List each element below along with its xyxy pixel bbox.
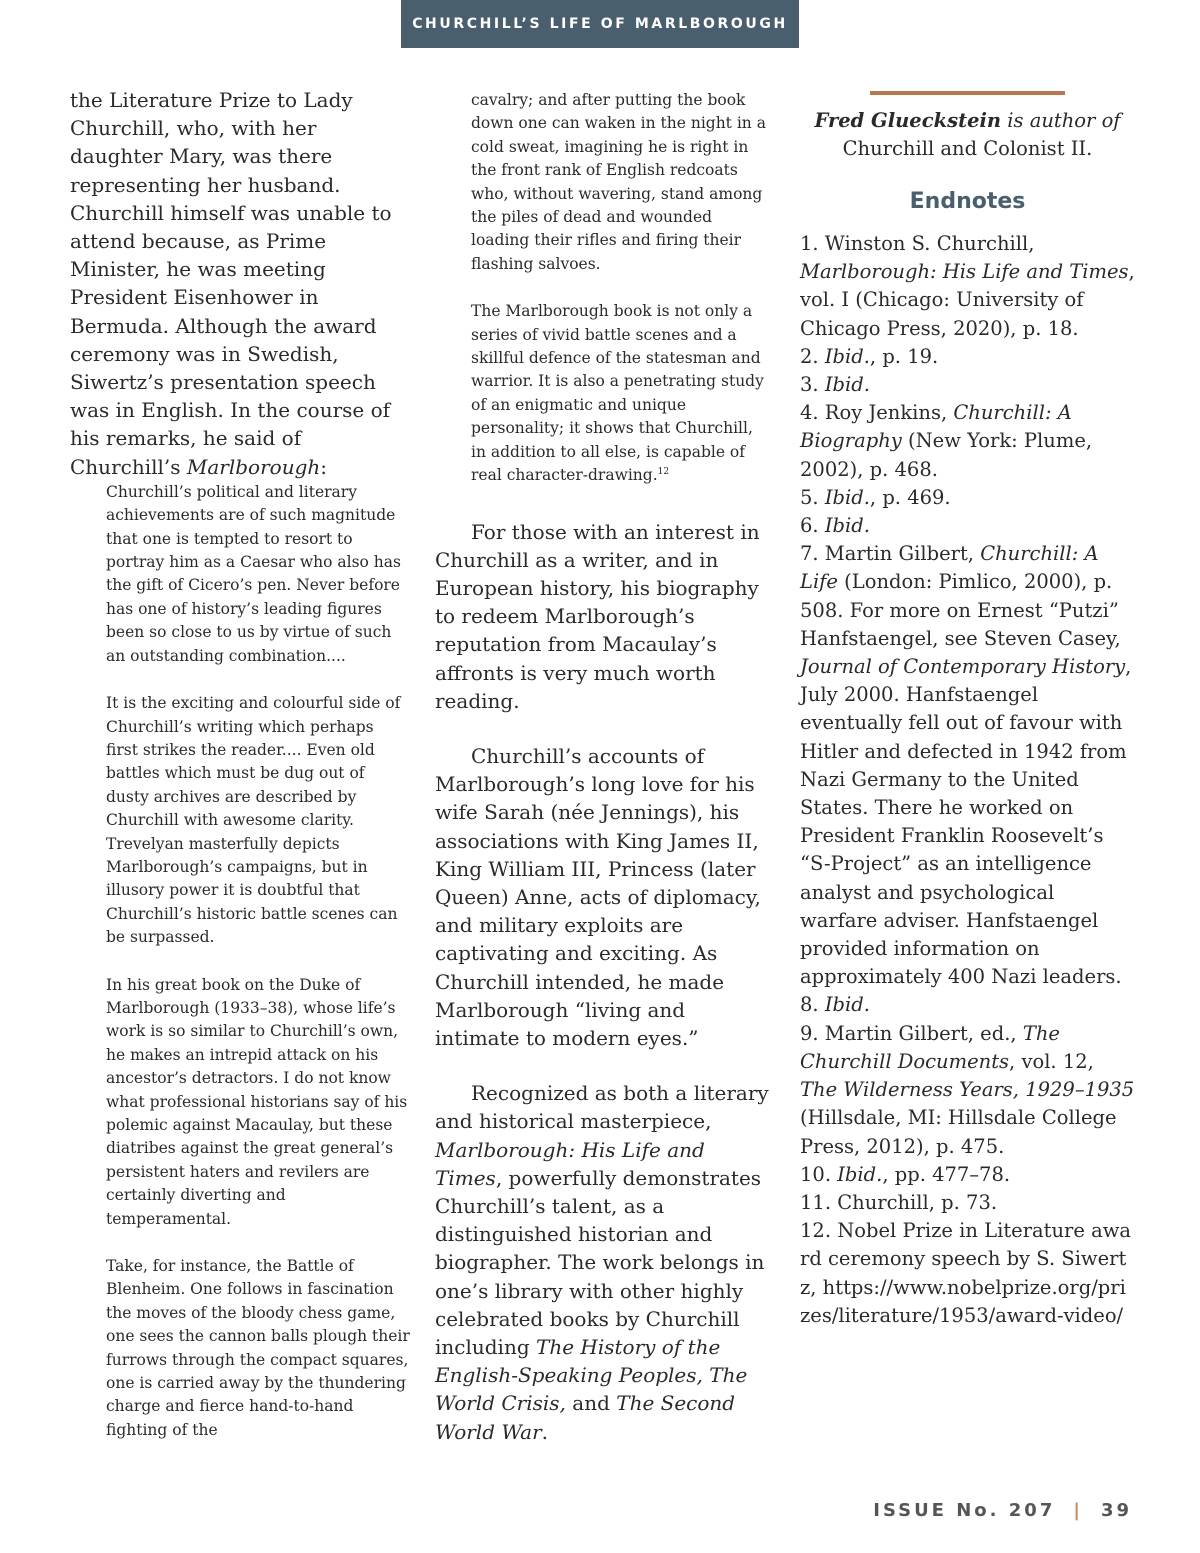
footnote-marker: 12 (657, 466, 670, 477)
author-name: Fred Glueckstein (814, 109, 1002, 132)
endnote: 8. Ibid. (800, 993, 870, 1017)
endnote: 11. Churchill, p. 73. (800, 1190, 998, 1214)
author-bio: Fred Glueckstein is author of Churchill and Colonist II. (814, 109, 1121, 160)
block-quote: Churchill’s political and literary achievements are of such magnitude that one is tempted to resort to portray him as a Caesar who also has the gift of Cicero’s pen. Never before has one of history’s leading figures been so close to us by virtue of such an outstanding combination.... (106, 482, 401, 665)
endnotes-heading: Endnotes (909, 189, 1026, 214)
running-header (401, 0, 799, 48)
column-right (800, 86, 1135, 1330)
block-quote: cavalry; and after putting the book down one can waken in the night in a cold sweat, imagining he is right in the front rank of English redcoats who, without wavering, stand among the piles of dead and wounded loading their rifles and firing their flashing salvoes. (471, 91, 766, 273)
endnote: 1. Winston S. Churchill, Marlborough: His Life and Times, vol. I (Chicago: University of Chicago Press, 2020), p. 18. (800, 232, 1135, 340)
page-number: 39 (1100, 1500, 1132, 1521)
endnote: 7. Martin Gilbert, Churchill: A Life (London: Pimlico, 2000), p. 508. For more on Ernest “Putzi” Hanfstaengel, see Steven Casey, Journal of Contemporary History, July 2000. Hanfstaengel eventually fell out of favour with Hitler and defected in 1942 from Nazi Germany to the United States. There he worked on President Franklin Roosevelt’s “S-Project” as an intelligence analyst and psychological warfare adviser. Hanfstaengel provided information on approximately 400 Nazi leaders. (800, 542, 1132, 989)
endnote: 9. Martin Gilbert, ed., The Churchill Documents, vol. 12, The Wilderness Years, 1929–1935 (Hillsdale, MI: Hillsdale College Press, 2012), p. 475. (800, 1021, 1135, 1158)
endnotes-list (800, 230, 1135, 1330)
block-quote: In his great book on the Duke of Marlborough (1933–38), whose life’s work is so similar to Churchill’s own, he makes an intrepid attack on his ancestor’s detractors. I do not know what professional historians say of his polemic against Macaulay, but these diatribes against the great general’s persistent haters and revilers are certainly diverting and temperamental. (106, 975, 408, 1228)
column-middle (435, 86, 770, 1473)
endnote: 6. Ibid. (800, 514, 870, 538)
accent-rule (870, 91, 1065, 95)
footer-separator: | (1073, 1500, 1083, 1521)
endnote: 12. Nobel Prize in Literature award ceremony speech by S. Siwertz, https://www.nobelprize.org/prizes/literature/1953/award-video/ (800, 1219, 1132, 1327)
body-paragraph: the Literature Prize to Lady Churchill, who, with her daughter Mary, was there representing her husband. Churchill himself was unable to attend because, as Prime Minister, he was meeting President Eisenhower in Bermuda. Although the award ceremony was in Swedish, Siwertz’s presentation speech was in English. In the course of his remarks, he said of Churchill’s Marlborough: (70, 88, 392, 479)
endnote: 4. Roy Jenkins, Churchill: A Biography (New York: Plume, 2002), p. 468. (800, 401, 1093, 481)
block-quote: It is the exciting and colourful side of Churchill’s writing which perhaps first strikes the reader.... Even old battles which must be dug out of dusty archives are described by Churchill with awesome clarity. Trevelyan masterfully depicts Marlborough’s campaigns, but in illusory power it is doubtful that Churchill’s historic battle scenes can be surpassed. (106, 694, 401, 947)
body-paragraph: Churchill’s accounts of Marlborough’s long love for his wife Sarah (née Jennings), his associations with King James II, King William III, Princess (later Queen) Anne, acts of diplomacy, and military exploits are captivating and exciting. As Churchill intended, he made Marlborough “living and intimate to modern eyes.” (435, 743, 761, 1050)
block-quote: Take, for instance, the Battle of Blenheim. One follows in fascination the moves of the bloody chess game, one sees the cannon balls plough their furrows through the compact squares, one is carried away by the thundering charge and fierce hand-to-hand fighting of the (106, 1257, 410, 1439)
column-left (70, 86, 410, 1466)
endnote: 2. Ibid., p. 19. (800, 344, 939, 368)
endnote: 10. Ibid., pp. 477–78. (800, 1162, 1011, 1186)
endnote: 3. Ibid. (800, 373, 870, 397)
body-paragraph: For those with an interest in Churchill as a writer, and in European history, his biography to redeem Marlborough’s reputation from Macaulay’s affronts is very much worth reading. (435, 519, 760, 713)
body-paragraph: Recognized as both a literary and historical masterpiece, Marlborough: His Life and Times, powerfully demonstrates Churchill’s talent, as a distinguished historian and biographer. The work belongs in one’s library with other highly celebrated books by Churchill including The History of the English-Speaking Peoples, The World Crisis, and The Second World War. (435, 1081, 769, 1444)
block-quote: The Marlborough book is not only a series of vivid battle scenes and a skillful defence of the statesman and warrior. It is also a penetrating study of an enigmatic and unique personality; it shows that Churchill, in addition to all else, is capable of real character-drawing.$^{12}$ (471, 302, 764, 485)
endnote: 5. Ibid., p. 469. (800, 485, 951, 509)
page-footer (873, 1500, 1132, 1521)
author-book: Churchill and Colonist II. (842, 137, 1093, 160)
issue-number: ISSUE No. 207 (873, 1500, 1056, 1521)
running-header-title: CHURCHILL’S LIFE OF MARLBOROUGH (412, 16, 788, 32)
